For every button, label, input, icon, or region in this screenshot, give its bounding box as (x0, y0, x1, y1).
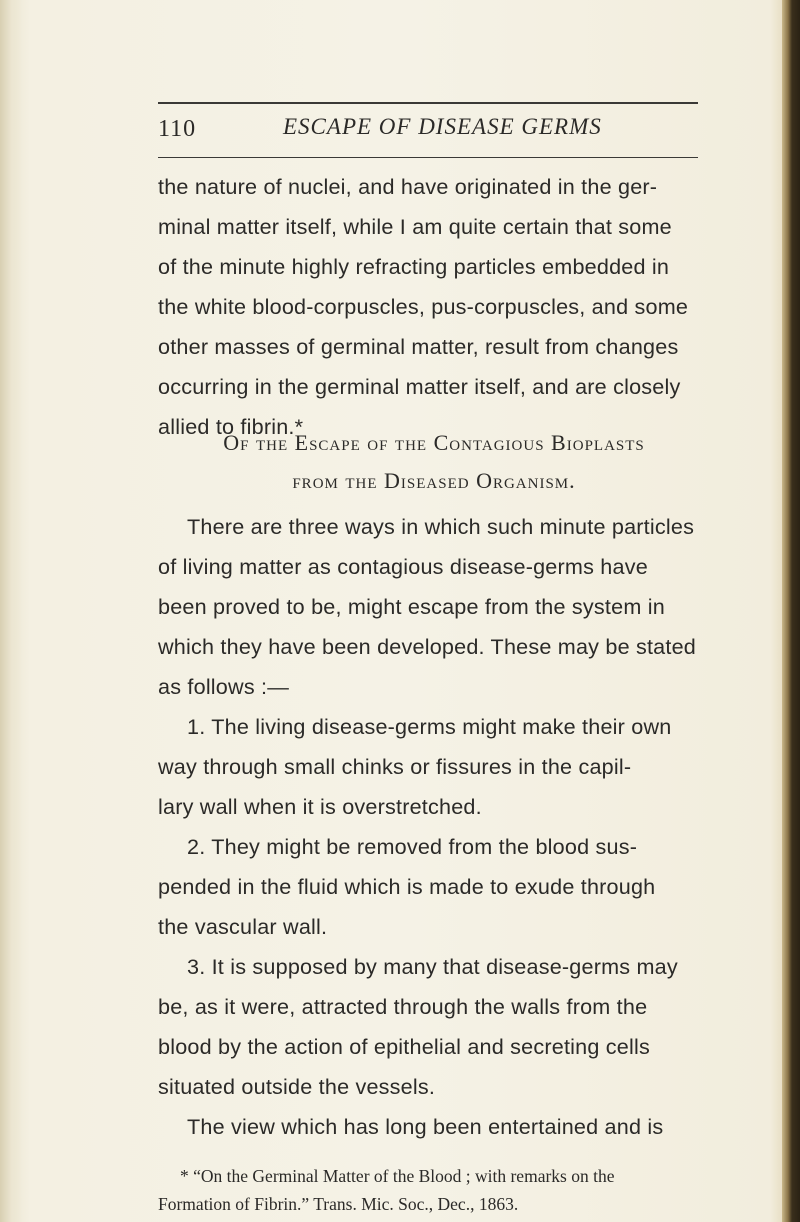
page-number: 110 (158, 116, 197, 142)
footnote-line: Formation of Fibrin.” Trans. Mic. Soc., Dec., 1863. (158, 1194, 519, 1214)
section-heading-line1: Of the Escape of the Contagious Bioplasts (223, 430, 645, 455)
text-line: as follows :— (158, 674, 290, 699)
text-line: 2. They might be removed from the blood sus- (187, 834, 638, 859)
text-line: the nature of nuclei, and have originated in the ger- (158, 174, 658, 199)
text-line: pended in the fluid which is made to exude through (158, 874, 656, 899)
section-heading-line2: from the Diseased Organism. (292, 468, 576, 493)
text-line: 3. It is supposed by many that disease-germs may (187, 954, 678, 979)
text-line: 1. The living disease-germs might make their own (187, 714, 672, 739)
text-line: of the minute highly refracting particles embedded in (158, 254, 670, 279)
text-line: lary wall when it is overstretched. (158, 794, 482, 819)
text-line: the white blood-corpuscles, pus-corpuscles, and some (158, 294, 689, 319)
footnote-line: * “On the Germinal Matter of the Blood ; with remarks on the (180, 1166, 615, 1186)
text-line: allied to fibrin.* (158, 414, 304, 439)
text-line: be, as it were, attracted through the walls from the (158, 994, 648, 1019)
page-edge (782, 0, 800, 1222)
text-line: of living matter as contagious disease-germs have (158, 554, 648, 579)
text-line: situated outside the vessels. (158, 1074, 436, 1099)
text-line: minal matter itself, while I am quite certain that some (158, 214, 672, 239)
text-line: The view which has long been entertained and is (187, 1114, 664, 1139)
text-line: occurring in the germinal matter itself, and are closely (158, 374, 681, 399)
text-line: been proved to be, might escape from the system in (158, 594, 665, 619)
binding-shadow (0, 0, 22, 1222)
text-line: other masses of germinal matter, result from changes (158, 334, 679, 359)
text-line: which they have been developed. These may be stated (158, 634, 697, 659)
text-line: blood by the action of epithelial and secreting cells (158, 1034, 650, 1059)
running-title: ESCAPE OF DISEASE GERMS (283, 114, 602, 139)
section-heading (158, 430, 710, 456)
header-rule-top (158, 102, 698, 104)
text-line: way through small chinks or fissures in the capil- (158, 754, 632, 779)
section-heading (158, 468, 710, 494)
text-line: There are three ways in which such minute particles (187, 514, 695, 539)
header-rule-bottom (158, 157, 698, 158)
text-line: the vascular wall. (158, 914, 328, 939)
